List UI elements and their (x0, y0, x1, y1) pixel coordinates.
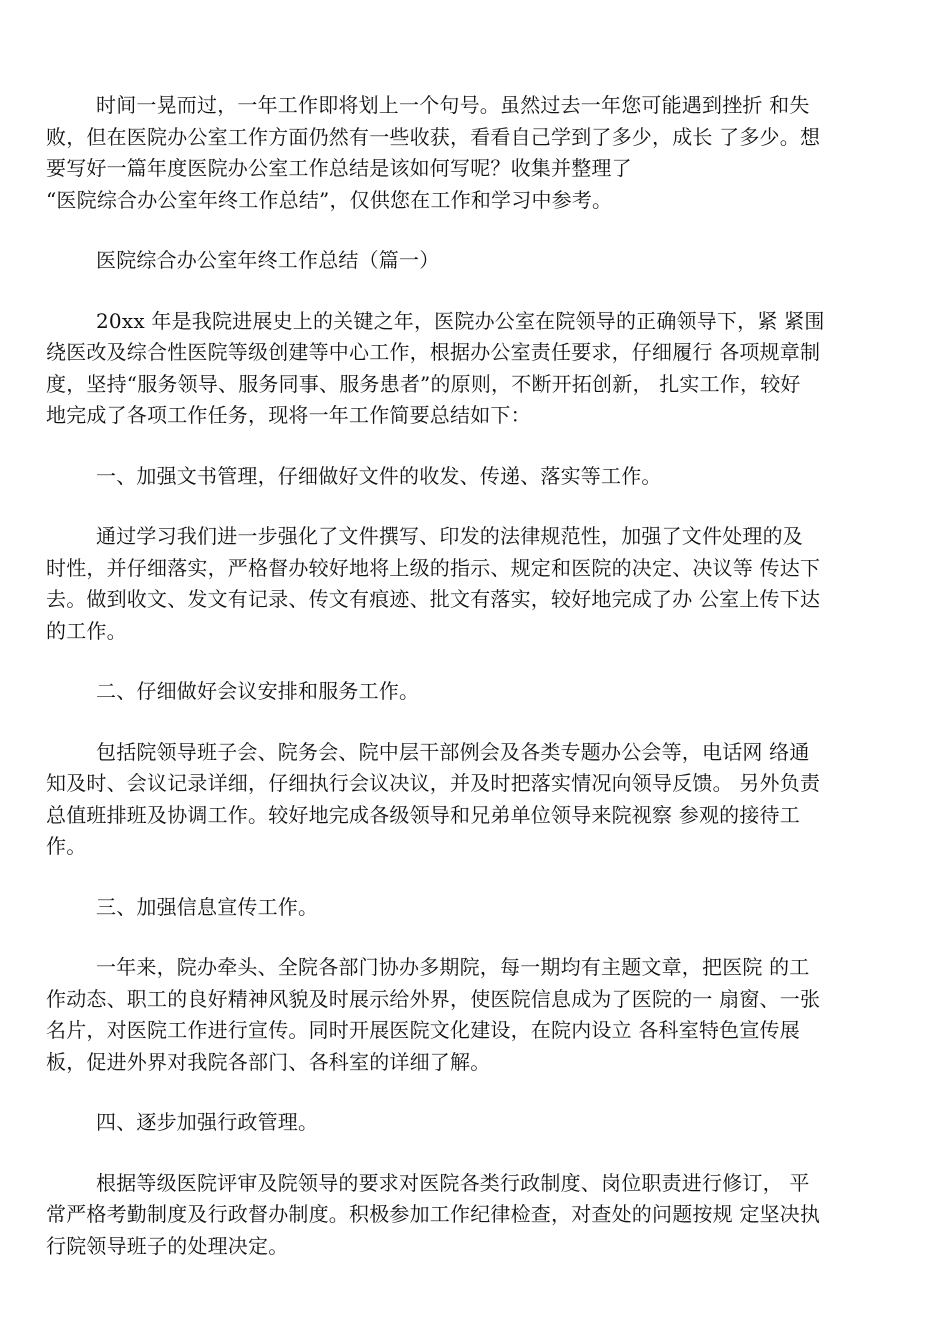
intro-line: 时间一晃而过，一年工作即将划上一个句号。虽然过去一年您可能遇到挫折 和失 (96, 93, 810, 117)
body-line: 的工作。 (46, 618, 127, 643)
overview-line: 20xx 年是我院进展史上的关键之年，医院办公室在院领导的正确领导下，紧 紧围 (96, 308, 825, 333)
intro-line: “医院综合办公室年终工作总结”，仅供您在工作和学习中参考。 (46, 187, 613, 212)
section-4-body (46, 1168, 916, 1263)
body-line: 去。做到收文、发文有记录、传文有痕迹、批文有落实，较好地完成了办 公室上传下达 (46, 587, 821, 611)
body-line: 总值班排班及协调工作。较好地完成各级领导和兄弟单位领导来院视察 参观的接待工 (46, 802, 800, 827)
section-2-heading (46, 676, 916, 708)
overview-line: 度，坚持“服务领导、服务同事、服务患者”的原则，不断开拓创新， 扎实工作，较好 (46, 371, 801, 396)
body-line: 作。 (46, 834, 87, 858)
overview-line: 地完成了各项工作任务，现将一年工作简要总结如下： (46, 403, 531, 427)
section-heading-text: 三、加强信息宣传工作。 (96, 894, 319, 919)
body-line: 常严格考勤制度及行政督办制度。积极参加工作纪律检查，对查处的问题按规 定坚决执 (46, 1202, 821, 1226)
body-line: 时性，并仔细落实，严格督办较好地将上级的指示、规定和医院的决定、决议等 传达下 (46, 555, 821, 580)
overview-line: 绕医改及综合性医院等级创建等中心工作，根据办公室责任要求，仔细履行 各项规章制 (46, 340, 821, 364)
section-1-body (46, 521, 916, 647)
section-3-heading (46, 892, 916, 924)
section-2-body (46, 737, 916, 863)
section-heading-text: 四、逐步加强行政管理。 (96, 1110, 319, 1134)
body-line: 名片，对医院工作进行宣传。同时开展医院文化建设，在院内设立 各科室特色宣传展 (46, 1018, 800, 1042)
body-line: 作动态、职工的良好精神风貌及时展示给外界，使医院信息成为了医院的一 扇窗、一张 (46, 986, 821, 1011)
section-1-heading (46, 461, 916, 493)
body-line: 根据等级医院评审及院领导的要求对医院各类行政制度、岗位职责进行修订， 平 (96, 1170, 810, 1195)
document-title (46, 245, 916, 277)
intro-line: 要写好一篇年度医院办公室工作总结是该如何写呢？收集并整理了 (46, 156, 632, 180)
document-page (46, 90, 916, 1291)
section-4-heading (46, 1107, 916, 1139)
body-line: 板，促进外界对我院各部门、各科室的详细了解。 (46, 1049, 491, 1074)
body-line: 包括院领导班子会、院务会、院中层干部例会及各类专题办公会等，电话网 络通 (96, 739, 810, 764)
body-line: 通过学习我们进一步强化了文件撰写、印发的法律规范性，加强了文件处理的及 (96, 524, 803, 548)
body-line: 知及时、会议记录详细，仔细执行会议决议，并及时把落实情况向领导反馈。 另外负责 (46, 771, 821, 795)
section-3-body (46, 952, 916, 1078)
intro-line: 败，但在医院办公室工作方面仍然有一些收获，看看自己学到了多少，成长 了多少。想 (46, 124, 821, 149)
section-heading-text: 一、加强文书管理，仔细做好文件的收发、传递、落实等工作。 (96, 463, 662, 488)
body-line: 一年来，院办牵头、全院各部门协办多期院，每一期均有主题文章，把医院 的工 (96, 955, 810, 979)
title-text: 医院综合办公室年终工作总结（篇一） (96, 248, 440, 272)
intro-paragraph (46, 90, 916, 216)
body-line: 行院领导班子的处理决定。 (46, 1233, 289, 1258)
section-heading-text: 二、仔细做好会议安排和服务工作。 (96, 679, 420, 703)
overview-paragraph (46, 306, 916, 432)
